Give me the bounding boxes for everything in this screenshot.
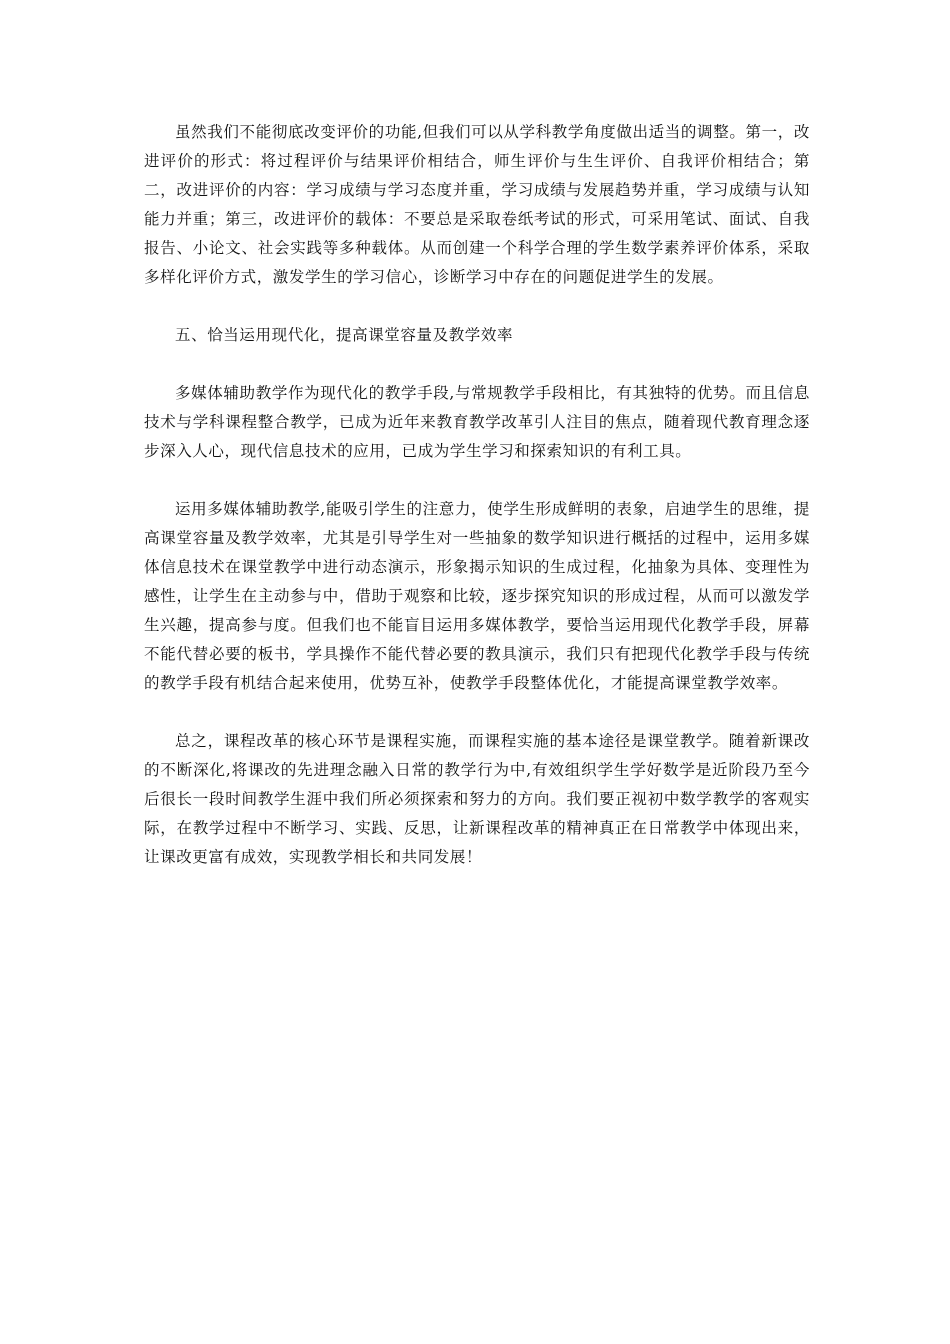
paragraph-multimedia-usage: 运用多媒体辅助教学,能吸引学生的注意力，使学生形成鲜明的表象，启迪学生的思维，提高课堂容量及教学效率，尤其是引导学生对一些抽象的数学知识进行概括的过程中，运用多媒体信息技术在课堂教学中进行动态演示，形象揭示知识的生成过程，化抽象为具体、变理性为感性，让学生在主动参与中，借助于观察和比较，逐步探究知识的形成过程，从而可以激发学生兴趣，提高参与度。但我们也不能盲目运用多媒体教学，要恰当运用现代化教学手段，屏幕不能代替必要的板书，学具操作不能代替必要的教具演示，我们只有把现代化教学手段与传统的教学手段有机结合起来使用，优势互补，使教学手段整体优化，才能提高课堂教学效率。 <box>144 500 810 692</box>
paragraph-conclusion: 总之，课程改革的核心环节是课程实施，而课程实施的基本途径是课堂教学。随着新课改的不断深化,将课改的先进理念融入日常的教学行为中,有效组织学生学好数学是近阶段乃至今后很长一段时间教学生涯中我们所必须探索和努力的方向。我们要正视初中数学教学的客观实际，在教学过程中不断学习、实践、反思，让新课程改革的精神真正在日常教学中体现出来，让课改更富有成效，实现教学相长和共同发展！ <box>144 732 810 866</box>
paragraph-evaluation-reform: 虽然我们不能彻底改变评价的功能,但我们可以从学科教学角度做出适当的调整。第一，改进评价的形式：将过程评价与结果评价相结合，师生评价与生生评价、自我评价相结合；第二，改进评价的内容：学习成绩与学习态度并重，学习成绩与发展趋势并重，学习成绩与认知能力并重；第三，改进评价的载体：不要总是采取卷纸考试的形式，可采用笔试、面试、自我报告、小论文、社会实践等多种载体。从而创建一个科学合理的学生数学素养评价体系，采取多样化评价方式，激发学生的学习信心，诊断学习中存在的问题促进学生的发展。 <box>144 123 810 286</box>
document-body <box>144 118 810 901</box>
paragraph-multimedia-advantages: 多媒体辅助教学作为现代化的教学手段,与常规教学手段相比，有其独特的优势。而且信息技术与学科课程整合教学，已成为近年来教育教学改革引人注目的焦点，随着现代教育理念逐步深入人心，现代信息技术的应用，已成为学生学习和探索知识的有利工具。 <box>144 384 810 460</box>
section-heading-five: 五、恰当运用现代化，提高课堂容量及教学效率 <box>175 326 514 344</box>
